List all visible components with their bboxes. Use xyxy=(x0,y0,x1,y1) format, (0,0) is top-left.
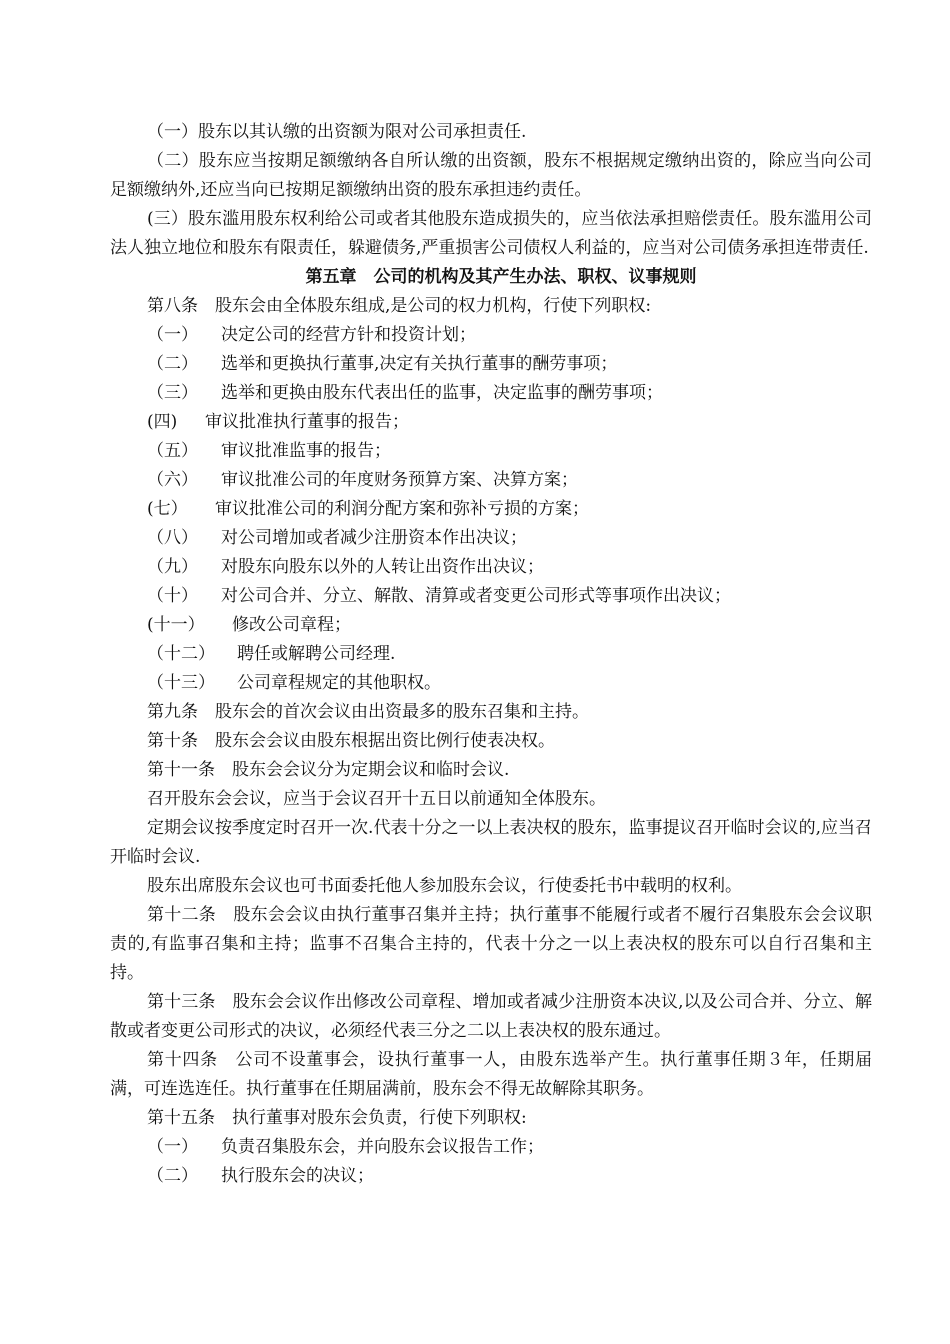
list-item: （二） 选举和更换执行董事,决定有关执行董事的酬劳事项； xyxy=(147,354,618,374)
document-body xyxy=(110,118,872,1191)
article-12: 第十二条 股东会会议由执行董事召集并主持；执行董事不能履行或者不履行召集股东会会议职责的,有监事召集和主持；监事不召集合主持的，代表十分之一以上表决权的股东可以自行召集和主持。 xyxy=(110,905,872,983)
article-8: 第八条 股东会由全体股东组成,是公司的权力机构，行使下列职权: xyxy=(147,296,652,316)
chapter-title: 第五章 公司的机构及其产生办法、职权、议事规则 xyxy=(305,267,697,287)
paragraph-liability-2: （二）股东应当按期足额缴纳各自所认缴的出资额，股东不根据规定缴纳出资的，除应当向公司足额缴纳外,还应当向已按期足额缴纳出资的股东承担违约责任。 xyxy=(110,151,872,200)
list-item: （十三） 公司章程规定的其他职权。 xyxy=(147,673,441,693)
article-10: 第十条 股东会会议由股东根据出资比例行使表决权。 xyxy=(147,731,555,751)
article-8-list xyxy=(110,321,872,698)
list-item: （八） 对公司增加或者减少注册资本作出决议； xyxy=(147,528,527,548)
list-item: （二） 执行股东会的决议； xyxy=(147,1166,374,1186)
list-item: （十二） 聘任或解聘公司经理. xyxy=(147,644,396,664)
article-9: 第九条 股东会的首次会议由出资最多的股东召集和主持。 xyxy=(147,702,589,722)
list-item: （一） 决定公司的经营方针和投资计划； xyxy=(147,325,476,345)
list-item: (十一） 修改公司章程； xyxy=(147,615,351,635)
list-item: （三） 选举和更换由股东代表出任的监事，决定监事的酬劳事项； xyxy=(147,383,663,403)
paragraph-liability-1: （一）股东以其认缴的出资额为限对公司承担责任. xyxy=(147,122,527,142)
article-14: 第十四条 公司不设董事会，设执行董事一人，由股东选举产生。执行董事任期３年，任期届满，可连选连任。执行董事在任期届满前，股东会不得无故解除其职务。 xyxy=(110,1050,872,1099)
list-item: （九） 对股东向股东以外的人转让出资作出决议； xyxy=(147,557,544,577)
article-15: 第十五条 执行董事对股东会负责，行使下列职权: xyxy=(147,1108,527,1128)
article-15-list xyxy=(110,1133,872,1191)
list-item: (七） 审议批准公司的利润分配方案和弥补亏损的方案； xyxy=(147,499,589,519)
paragraph-regular-meeting: 定期会议按季度定时召开一次.代表十分之一以上表决权的股东，监事提议召开临时会议的,应当召开临时会议. xyxy=(110,818,872,867)
article-11: 第十一条 股东会会议分为定期会议和临时会议. xyxy=(147,760,510,780)
list-item: （十） 对公司合并、分立、解散、清算或者变更公司形式等事项作出决议； xyxy=(147,586,731,606)
list-item: （六） 审议批准公司的年度财务预算方案、决算方案； xyxy=(147,470,578,490)
paragraph-notice: 召开股东会会议，应当于会议召开十五日以前通知全体股东。 xyxy=(147,789,606,809)
paragraph-liability-3: (三）股东滥用股东权利给公司或者其他股东造成损失的，应当依法承担赔偿责任。股东滥用公司法人独立地位和股东有限责任，躲避债务,严重损害公司债权人利益的，应当对公司债务承担连带责任. xyxy=(110,209,872,258)
list-item: (四) 审议批准执行董事的报告； xyxy=(147,412,409,432)
article-13: 第十三条 股东会会议作出修改公司章程、增加或者减少注册资本决议,以及公司合并、分立、解散或者变更公司形式的决议，必须经代表三分之二以上表决权的股东通过。 xyxy=(110,992,872,1041)
list-item: （五） 审议批准监事的报告； xyxy=(147,441,391,461)
paragraph-proxy: 股东出席股东会议也可书面委托他人参加股东会议，行使委托书中载明的权利。 xyxy=(147,876,742,896)
list-item: （一） 负责召集股东会，并向股东会议报告工作； xyxy=(147,1137,544,1157)
